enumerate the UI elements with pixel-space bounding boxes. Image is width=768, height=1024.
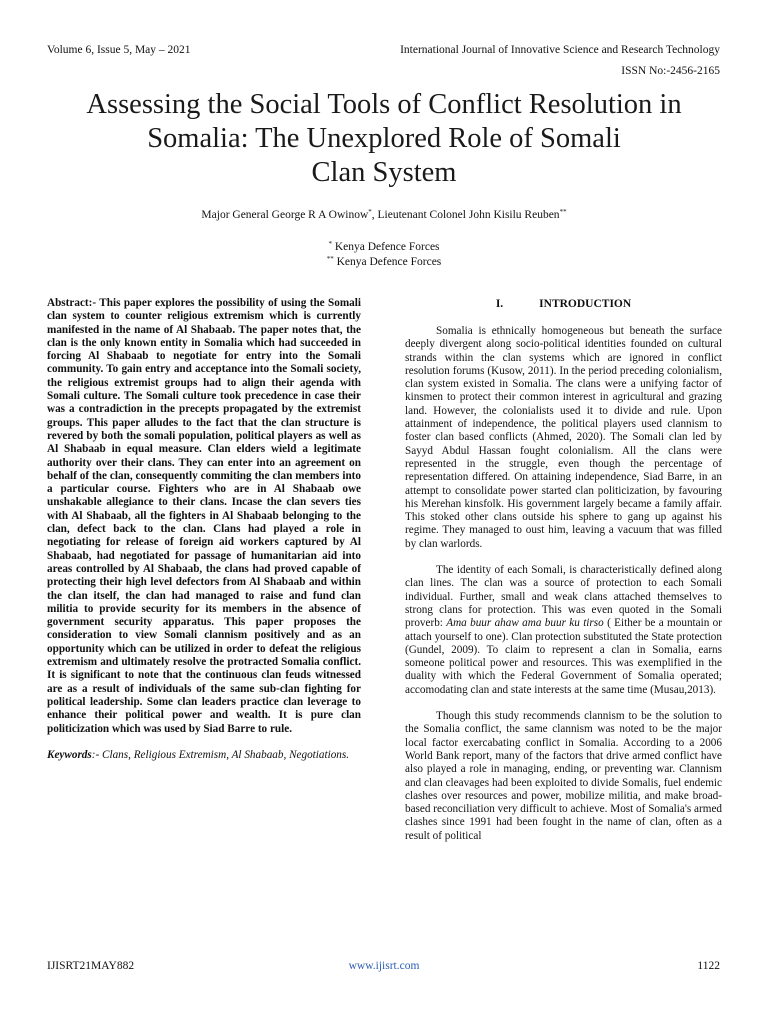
authors (0, 209, 768, 221)
journal-name: International Journal of Innovative Science and Research Technology (400, 44, 720, 56)
paragraph-text: ( Either be a mountain or attach yourself to one). Clan protection substituted the State protection (Gundel, 2009). To claim to represent a clan in Somalia, earns someone political power and resources. This was exemplified in the duality with which the Federal Government of Somalia operated; accomodating clan and state interests at the same time (Musau,2013). (405, 617, 722, 696)
keywords-label: Keywords (47, 748, 92, 761)
intro-paragraph: Though this study recommends clannism to be the solution to the Somalia conflict, the same clannism was noted to be the major local factor exercabating conflict in Somalia. According to a 2006 World Bank report, many of the factors that drive armed conflict have also played a role in managing, ending, or preventing war. Clannism and clan cleavages had been exploited to divide Somalis, fuel endemic clashes over resources and power, mobilize militia, and make broad-based reconciliation very difficult to achieve. Most of Somalia's armed clashes since 1991 had been fought in the name of clan, often as a result of political (405, 710, 722, 842)
title-line: Assessing the Social Tools of Conflict Resolution in (86, 89, 682, 120)
section-title: INTRODUCTION (539, 298, 632, 310)
somali-proverb: Ama buur ahaw ama buur ku tirso (446, 617, 604, 630)
affiliation-name: Kenya Defence Forces (334, 241, 440, 253)
paragraph-text: The identity of each Somali, is characteristically defined along clan lines. The clan was a source of protection to each Somali individual. Further, small and weak clans attached themselves to strong clans for protection. This was even quoted in the Somali proverb: (405, 564, 722, 630)
affiliation (0, 256, 768, 268)
affiliation-mark: ** (559, 208, 567, 216)
section-heading (405, 298, 722, 310)
page-number: 1122 (697, 960, 720, 972)
affiliation-mark: * (328, 240, 332, 248)
author-separator: , (371, 209, 378, 221)
keywords (47, 749, 361, 762)
abstract: Abstract:- This paper explores the possibility of using the Somali clan system to counter religious extremism which is currently manifested in the name of Al Shabaab. The paper notes that, the clan is the only known entity in Somalia which had succeeded in forcing Al Shabaab to negotiate for entry into the Somali community. To gain entry and acceptance into the Somali society, the religious extremist groups had to align their agenda with Somali culture. The Somali culture took precedence in case their was a contradiction in the precepts propagated by the extremist groups. This paper alludes to the fact that the clan structure is revered by both the somali population, political players as well as Al Shabaab in equal measure. Clan elders wield a legitimate authority over their clans. They can enter into an agreement on behalf of the clan, consequently commiting the clan members into a particular course. Fighters who are in Al Shabaab owe unshakable allegiance to their clans. Incase the clan severs ties with Al Shabaab, all the fighters in Al Shabaab belonging to the clan, defect back to the clan. Clans had played a role in negotiating for release of foreign aid workers captured by Al Shabaab, had negotiated for passage of humanitarian aid into areas controlled by Al Shabaab, the clans had proved capable of protecting their high level defectors from Al Shabaab and within the clan itself, the clan had managed to raise and fund clan militia to provide security for its members in the absence of government security apparatus. This paper proposes the consideration to view Somali clannism positively and as an opportunity which can be utilized in order to defeat the religious extremism and ultimately resolve the protracted Somalia conflict. It is significant to note that the continuous clan feuds witnessed are as a result of individuals of the same sub-clan fighting for political leadership. Some clan leaders practice clan leverage to enhance their political power and wealth. It is pure clan politicization which was used by Siad Barre to rule. (47, 297, 361, 735)
title-line: Clan System (311, 157, 457, 188)
affiliation (0, 241, 768, 253)
author-name: Lieutenant Colonel John Kisilu Reuben (377, 209, 560, 221)
volume-info: Volume 6, Issue 5, May – 2021 (47, 44, 191, 56)
intro-paragraph: Somalia is ethnically homogeneous but beneath the surface deeply divergent along socio-political identities founded on cultural strands within the clan systems which are ignored in conflict resolution forums (Kusow, 2011). In the period preceding colonialism, clan system existed in Somalia. The clans were a unifying factor of kinsmen to protect their common interest in agricultural and grazing land. However, the colonialists used it to divide and rule. Upon attainment of independence, the political players used clannism to foster clan based conflicts (Ahmed, 2020). The Somali clan led by Sayyd Abdul Hassan fought colonialism. All the clans were represented in the struggle, even though the percentage of representation differed. On attaining independence, Siad Barre, in an attempt to consolidate power started clan politicization, by favouring his Merehan kinsfolk. His government largely became a family affair. This stoked other clans outside his sphere to gang up against his regime. They managed to oust him, leaving a vacuum that was filled by clan warlords. (405, 325, 722, 550)
title-line: Somalia: The Unexplored Role of Somali (147, 123, 621, 154)
paper-id: IJISRT21MAY882 (47, 960, 135, 972)
issn: ISSN No:-2456-2165 (621, 65, 720, 77)
affiliation-mark: ** (326, 255, 334, 263)
website-link[interactable]: www.ijisrt.com (348, 960, 420, 972)
intro-paragraph (405, 564, 722, 697)
paper-title (30, 88, 738, 190)
section-number: I. (495, 298, 504, 310)
author-name: Major General George R A Owinow (201, 209, 369, 221)
affiliation-mark: * (368, 208, 372, 216)
keywords-text: :- Clans, Religious Extremism, Al Shabaab, Negotiations. (91, 748, 350, 761)
right-column (405, 325, 722, 843)
left-column (47, 297, 361, 762)
affiliation-name: Kenya Defence Forces (336, 256, 442, 268)
